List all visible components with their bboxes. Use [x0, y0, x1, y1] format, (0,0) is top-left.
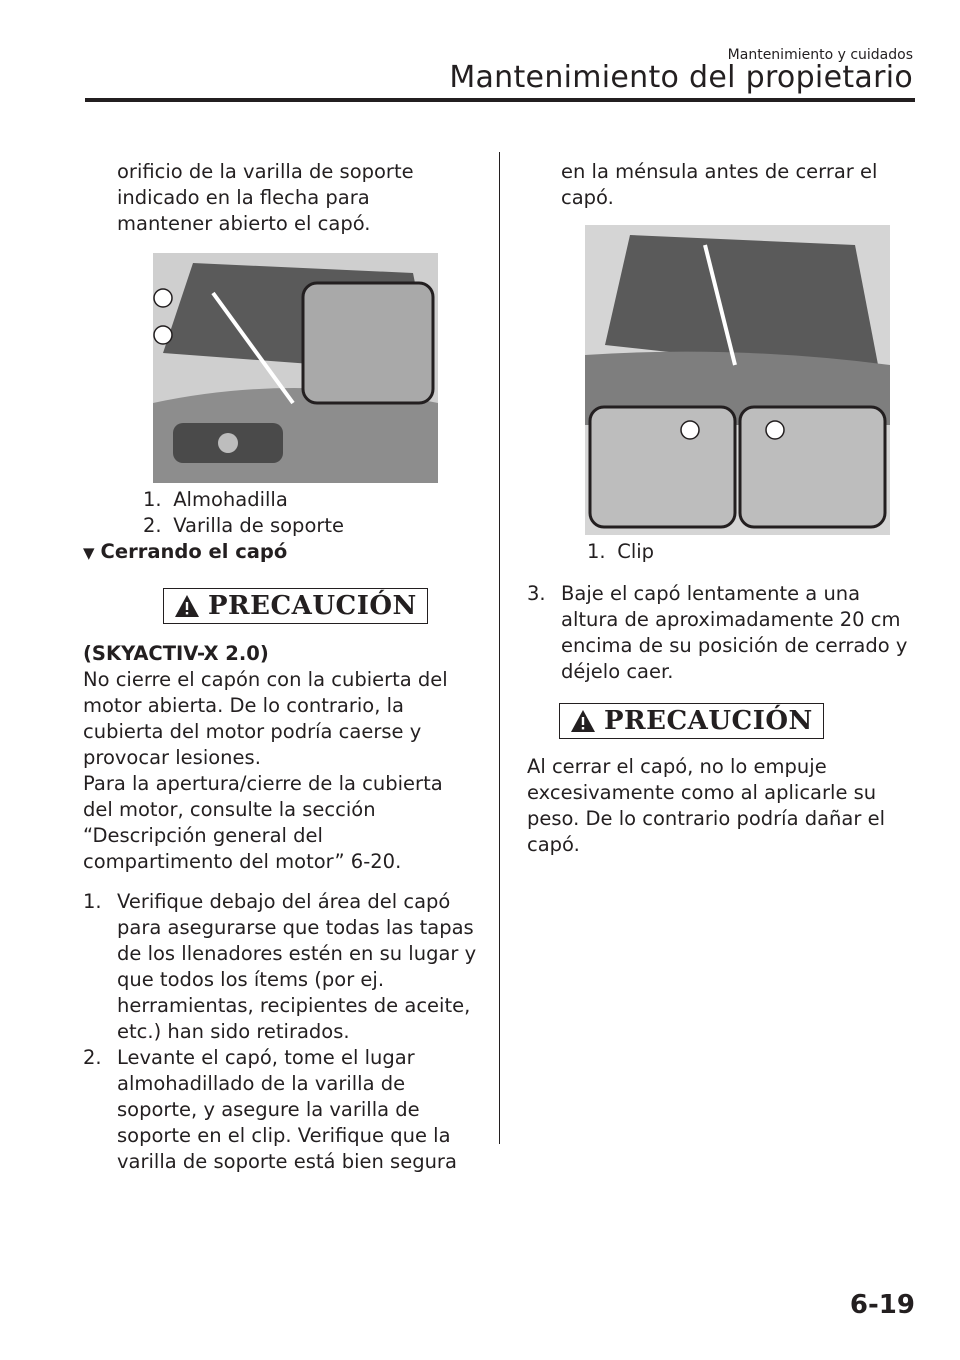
caution-box: PRECAUCIÓN [163, 588, 428, 624]
warning-icon [174, 594, 200, 618]
step-item: 2. Levante el capó, tome el lugar almohadillado de la varilla de soporte, y asegure la varilla de soporte en el clip. Verifique que la varilla de soporte está bien segura [83, 1046, 457, 1173]
left-column [83, 159, 478, 1175]
section-heading: ▼ Cerrando el capó [83, 540, 288, 563]
figure2-label: 1. Clip [587, 540, 655, 563]
figure1-label: 1. Almohadilla [143, 488, 288, 511]
caution-model: (SKYACTIV-X 2.0) [83, 642, 269, 665]
figure1-label: 2. Varilla de soporte [143, 514, 345, 537]
figure1-labels [83, 487, 478, 539]
caution-text: Al cerrar el capó, no lo empuje excesivamente como al aplicarle su peso. De lo contrario podría dañar el capó. [527, 755, 885, 856]
step-item: 1. Verifique debajo del área del capó para asegurarse que todas las tapas de los llenadores estén en su lugar y que todos los ítems (por ej. herramientas, recipientes de aceite, etc.) han sido retirados. [83, 890, 477, 1043]
figure2-labels [527, 539, 922, 565]
header-rule [85, 98, 915, 102]
right-column [527, 159, 922, 858]
column-divider [499, 152, 500, 1144]
steps-list [83, 889, 478, 1175]
triangle-down-icon: ▼ [83, 544, 95, 562]
left-intro: orificio de la varilla de soporte indicado en la flecha para mantener abierto el capó. [117, 160, 414, 235]
hood-support-rod-photo [153, 253, 438, 483]
chapter-title: Mantenimiento y cuidados [727, 47, 913, 63]
section-title: Mantenimiento del propietario [449, 60, 913, 95]
step-item: 3. Baje el capó lentamente a una altura de aproximadamente 20 cm encima de su posición de cerrado y déjelo caer. [527, 582, 908, 683]
caution-box: PRECAUCIÓN [559, 703, 824, 739]
warning-icon [570, 709, 596, 733]
caution-text: No cierre el capón con la cubierta del motor abierta. De lo contrario, la cubierta del motor podría caerse y provocar lesiones. Para la apertura/cierre de la cubierta del motor, consulte la sección “Descripción general del compartimento del motor” 6-20. [83, 668, 448, 873]
right-intro: en la ménsula antes de cerrar el capó. [561, 160, 878, 209]
step3-list [527, 581, 922, 685]
page-number: 6-19 [849, 1290, 915, 1320]
hood-clip-photo [585, 225, 890, 535]
